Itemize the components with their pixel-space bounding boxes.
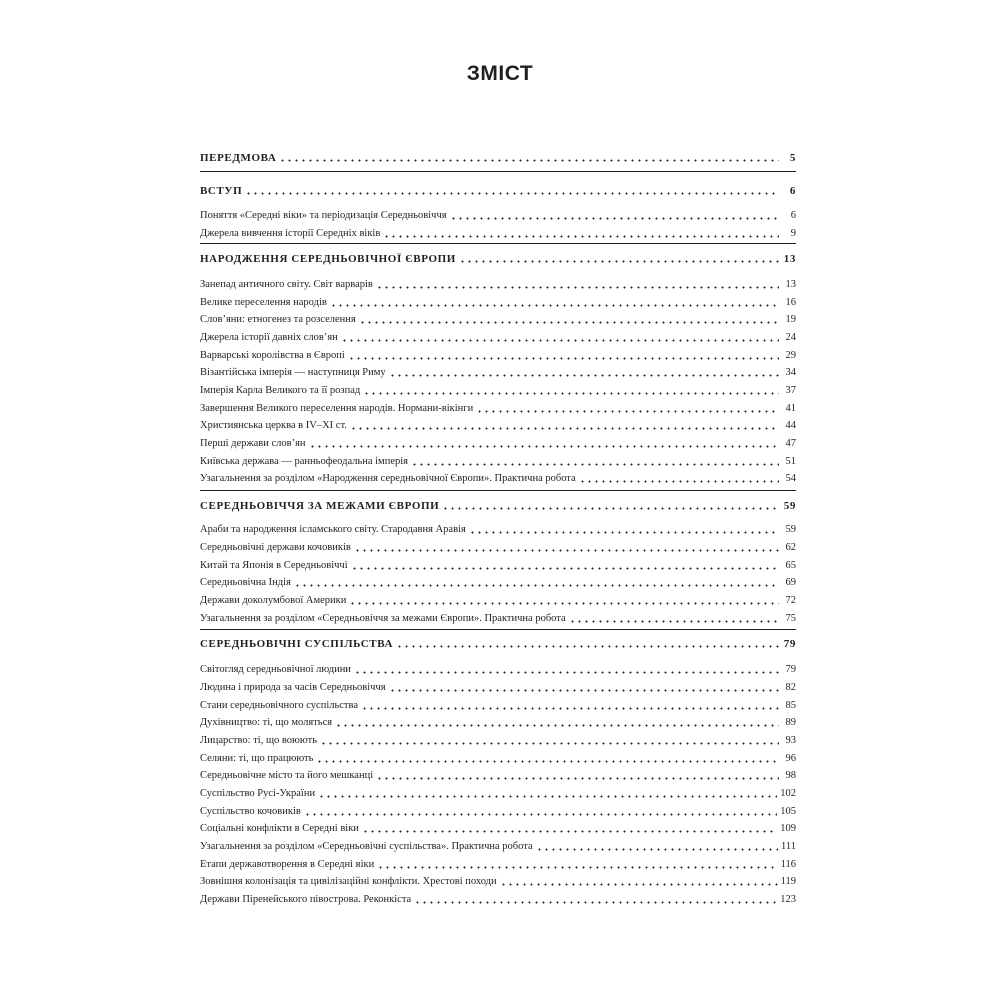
toc-entry-row bbox=[200, 539, 796, 555]
dot-leader bbox=[442, 507, 779, 510]
toc-section-title: СЕРЕДНЬОВІЧЧЯ ЗА МЕЖАМИ ЄВРОПИ bbox=[200, 499, 442, 513]
dot-leader bbox=[396, 645, 779, 648]
toc-entry-row bbox=[200, 329, 796, 345]
toc-entry-title: Людина і природа за часів Середньовіччя bbox=[200, 681, 389, 695]
toc-page-number: 79 bbox=[785, 664, 796, 675]
toc-page-number: 13 bbox=[783, 253, 796, 265]
toc-entry-row bbox=[200, 803, 796, 819]
dot-leader bbox=[579, 480, 779, 483]
toc-page-number: 85 bbox=[785, 700, 796, 711]
toc-entry-row bbox=[200, 785, 796, 801]
dot-leader bbox=[349, 602, 779, 605]
toc-entry-title: Суспільство Русі-України bbox=[200, 787, 318, 801]
toc-page-number: 54 bbox=[785, 473, 796, 484]
toc-page-number: 102 bbox=[780, 788, 796, 799]
dot-leader bbox=[354, 671, 779, 674]
toc-entry-title: Середньовічна Індія bbox=[200, 576, 294, 590]
dot-leader bbox=[330, 304, 779, 307]
toc-page-number: 19 bbox=[785, 314, 796, 325]
toc-entry-title: Варварські королівства в Європі bbox=[200, 349, 348, 363]
dot-leader bbox=[318, 795, 777, 798]
dot-leader bbox=[350, 427, 779, 430]
divider bbox=[200, 171, 796, 172]
toc-page-number: 72 bbox=[785, 595, 796, 606]
dot-leader bbox=[351, 567, 779, 570]
toc-entry-title: Духівництво: ті, що моляться bbox=[200, 716, 335, 730]
toc-page-number: 59 bbox=[785, 524, 796, 535]
toc-page-number: 51 bbox=[785, 456, 796, 467]
toc-entry-title: Селяни: ті, що працюють bbox=[200, 752, 316, 766]
toc-entry-row bbox=[200, 820, 796, 836]
toc-entry-title: Узагальнення за розділом «Народження середньовічної Європи». Практична робота bbox=[200, 472, 579, 486]
toc-entry-row bbox=[200, 400, 796, 416]
dot-leader bbox=[304, 813, 777, 816]
toc-entry-title: Джерела вивчення історії Середніх віків bbox=[200, 227, 383, 241]
toc-entry-row bbox=[200, 697, 796, 713]
toc-page-number: 109 bbox=[780, 823, 796, 834]
toc-entry-row bbox=[200, 435, 796, 451]
dot-leader bbox=[469, 531, 779, 534]
toc-entry-row bbox=[200, 311, 796, 327]
toc-section-title: НАРОДЖЕННЯ СЕРЕДНЬОВІЧНОЇ ЄВРОПИ bbox=[200, 252, 459, 266]
toc-entry-row bbox=[200, 838, 796, 854]
toc-entry-row bbox=[200, 661, 796, 677]
toc-section-row bbox=[200, 182, 796, 198]
toc-page-number: 16 bbox=[785, 297, 796, 308]
toc-page-number: 59 bbox=[783, 500, 796, 512]
toc-entry-title: Держави Піренейського півострова. Реконкіста bbox=[200, 893, 414, 907]
toc-entry-row bbox=[200, 521, 796, 537]
dot-leader bbox=[376, 777, 779, 780]
toc-entry-title: Візантійська імперія — наступниця Риму bbox=[200, 366, 389, 380]
toc-entry-title: Середньовічне місто та його мешканці bbox=[200, 769, 376, 783]
toc-page-number: 82 bbox=[785, 682, 796, 693]
toc-page-number: 93 bbox=[785, 735, 796, 746]
toc-entry-title: Етапи державотворення в Середні віки bbox=[200, 858, 377, 872]
toc-entry-row bbox=[200, 873, 796, 889]
toc-page-number: 75 bbox=[785, 613, 796, 624]
dot-leader bbox=[245, 192, 779, 195]
toc-entry-row bbox=[200, 470, 796, 486]
toc-page-number: 6 bbox=[790, 210, 796, 221]
toc-entry-row bbox=[200, 557, 796, 573]
toc-entry-row bbox=[200, 276, 796, 292]
toc-entry-title: Узагальнення за розділом «Середньовіччя за межами Європи». Практична робота bbox=[200, 612, 569, 626]
toc-entry-row bbox=[200, 750, 796, 766]
toc-entry-title: Перші держави слов’ян bbox=[200, 437, 309, 451]
toc-page-number: 65 bbox=[785, 560, 796, 571]
toc-section-row bbox=[200, 250, 796, 266]
toc-page-number: 37 bbox=[785, 385, 796, 396]
toc-page-number: 79 bbox=[783, 638, 796, 650]
toc-entry-row bbox=[200, 453, 796, 469]
dot-leader bbox=[377, 866, 777, 869]
toc-entry-row bbox=[200, 610, 796, 626]
toc-page-number: 5 bbox=[789, 152, 796, 164]
divider bbox=[200, 490, 796, 491]
toc-section-title: СЕРЕДНЬОВІЧНІ СУСПІЛЬСТВА bbox=[200, 637, 396, 651]
dot-leader bbox=[536, 848, 778, 851]
toc-page-number: 89 bbox=[785, 717, 796, 728]
dot-leader bbox=[411, 463, 779, 466]
toc-entry-title: Суспільство кочовиків bbox=[200, 805, 304, 819]
toc-page-number: 44 bbox=[785, 420, 796, 431]
toc-page-number: 105 bbox=[780, 806, 796, 817]
toc-entry-row bbox=[200, 592, 796, 608]
toc-section-title: ПЕРЕДМОВА bbox=[200, 151, 279, 165]
toc-entry-row bbox=[200, 714, 796, 730]
toc-entry-row bbox=[200, 382, 796, 398]
toc-entry-title: Поняття «Середні віки» та періодизація Середньовіччя bbox=[200, 209, 450, 223]
toc-entry-title: Китай та Японія в Середньовіччі bbox=[200, 559, 351, 573]
toc-entry-row bbox=[200, 207, 796, 223]
dot-leader bbox=[309, 445, 779, 448]
toc-entry-row bbox=[200, 364, 796, 380]
toc-entry-title: Світогляд середньовічної людини bbox=[200, 663, 354, 677]
dot-leader bbox=[414, 901, 777, 904]
dot-leader bbox=[383, 235, 779, 238]
dot-leader bbox=[354, 549, 779, 552]
toc-page-number: 119 bbox=[780, 876, 796, 887]
toc-entry-title: Джерела історії давніх слов’ян bbox=[200, 331, 341, 345]
toc-page-number: 6 bbox=[789, 185, 796, 197]
toc-entry-title: Велике переселення народів bbox=[200, 296, 330, 310]
toc-entry-title: Київська держава — ранньофеодальна імперія bbox=[200, 455, 411, 469]
dot-leader bbox=[459, 260, 779, 263]
toc-section-row bbox=[200, 635, 796, 651]
dot-leader bbox=[359, 321, 779, 324]
toc-page-number: 98 bbox=[785, 770, 796, 781]
toc-page-number: 69 bbox=[785, 577, 796, 588]
toc-entry-title: Середньовічні держави кочовиків bbox=[200, 541, 354, 555]
toc-entry-title: Стани середньовічного суспільства bbox=[200, 699, 361, 713]
dot-leader bbox=[341, 339, 779, 342]
divider bbox=[200, 243, 796, 244]
dot-leader bbox=[476, 410, 779, 413]
toc-entry-title: Імперія Карла Великого та її розпад bbox=[200, 384, 363, 398]
toc-page-number: 111 bbox=[781, 841, 796, 852]
toc-entry-title: Соціальні конфлікти в Середні віки bbox=[200, 822, 362, 836]
toc-entry-title: Лицарство: ті, що воюють bbox=[200, 734, 320, 748]
toc-entry-row bbox=[200, 574, 796, 590]
toc-entry-row bbox=[200, 679, 796, 695]
toc-page-number: 24 bbox=[785, 332, 796, 343]
toc-page-number: 96 bbox=[785, 753, 796, 764]
dot-leader bbox=[450, 217, 779, 220]
toc-entry-title: Зовнішня колонізація та цивілізаційні конфлікти. Хрестові походи bbox=[200, 875, 500, 889]
toc-entry-row bbox=[200, 417, 796, 433]
page-title: ЗМІСТ bbox=[466, 62, 534, 85]
toc-page-number: 47 bbox=[785, 438, 796, 449]
toc-entry-row bbox=[200, 347, 796, 363]
toc-page-number: 29 bbox=[785, 350, 796, 361]
toc-entry-title: Араби та народження ісламського світу. Стародавня Аравія bbox=[200, 523, 469, 537]
toc-page-number: 34 bbox=[785, 367, 796, 378]
toc-entry-row bbox=[200, 856, 796, 872]
toc-entry-row bbox=[200, 732, 796, 748]
toc-entry-title: Слов’яни: етногенез та розселення bbox=[200, 313, 359, 327]
dot-leader bbox=[500, 883, 778, 886]
dot-leader bbox=[335, 724, 779, 727]
dot-leader bbox=[279, 159, 779, 162]
dot-leader bbox=[389, 374, 779, 377]
toc-section-row bbox=[200, 149, 796, 165]
divider bbox=[200, 629, 796, 630]
toc-entry-title: Християнська церква в IV–XI ст. bbox=[200, 419, 350, 433]
toc-entry-title: Узагальнення за розділом «Середньовічні суспільства». Практична робота bbox=[200, 840, 536, 854]
toc-entry-row bbox=[200, 767, 796, 783]
toc-page-number: 41 bbox=[785, 403, 796, 414]
toc-page-number: 116 bbox=[780, 859, 796, 870]
toc-entry-title: Завершення Великого переселення народів. Нормани-вікінги bbox=[200, 402, 476, 416]
toc-section-title: ВСТУП bbox=[200, 184, 245, 198]
toc-entry-title: Занепад античного світу. Світ варварів bbox=[200, 278, 376, 292]
toc-entry-title: Держави доколумбової Америки bbox=[200, 594, 349, 608]
dot-leader bbox=[362, 830, 777, 833]
toc-entry-row bbox=[200, 225, 796, 241]
dot-leader bbox=[348, 357, 779, 360]
toc-entry-row bbox=[200, 891, 796, 907]
toc-page-number: 123 bbox=[780, 894, 796, 905]
dot-leader bbox=[294, 584, 779, 587]
toc-page-number: 62 bbox=[785, 542, 796, 553]
toc-entry-row bbox=[200, 294, 796, 310]
toc-section-row bbox=[200, 497, 796, 513]
dot-leader bbox=[376, 286, 779, 289]
dot-leader bbox=[320, 742, 779, 745]
dot-leader bbox=[361, 707, 779, 710]
toc-page-number: 13 bbox=[785, 279, 796, 290]
dot-leader bbox=[363, 392, 779, 395]
dot-leader bbox=[389, 689, 779, 692]
toc-page-number: 9 bbox=[790, 228, 796, 239]
dot-leader bbox=[316, 760, 779, 763]
dot-leader bbox=[569, 620, 779, 623]
